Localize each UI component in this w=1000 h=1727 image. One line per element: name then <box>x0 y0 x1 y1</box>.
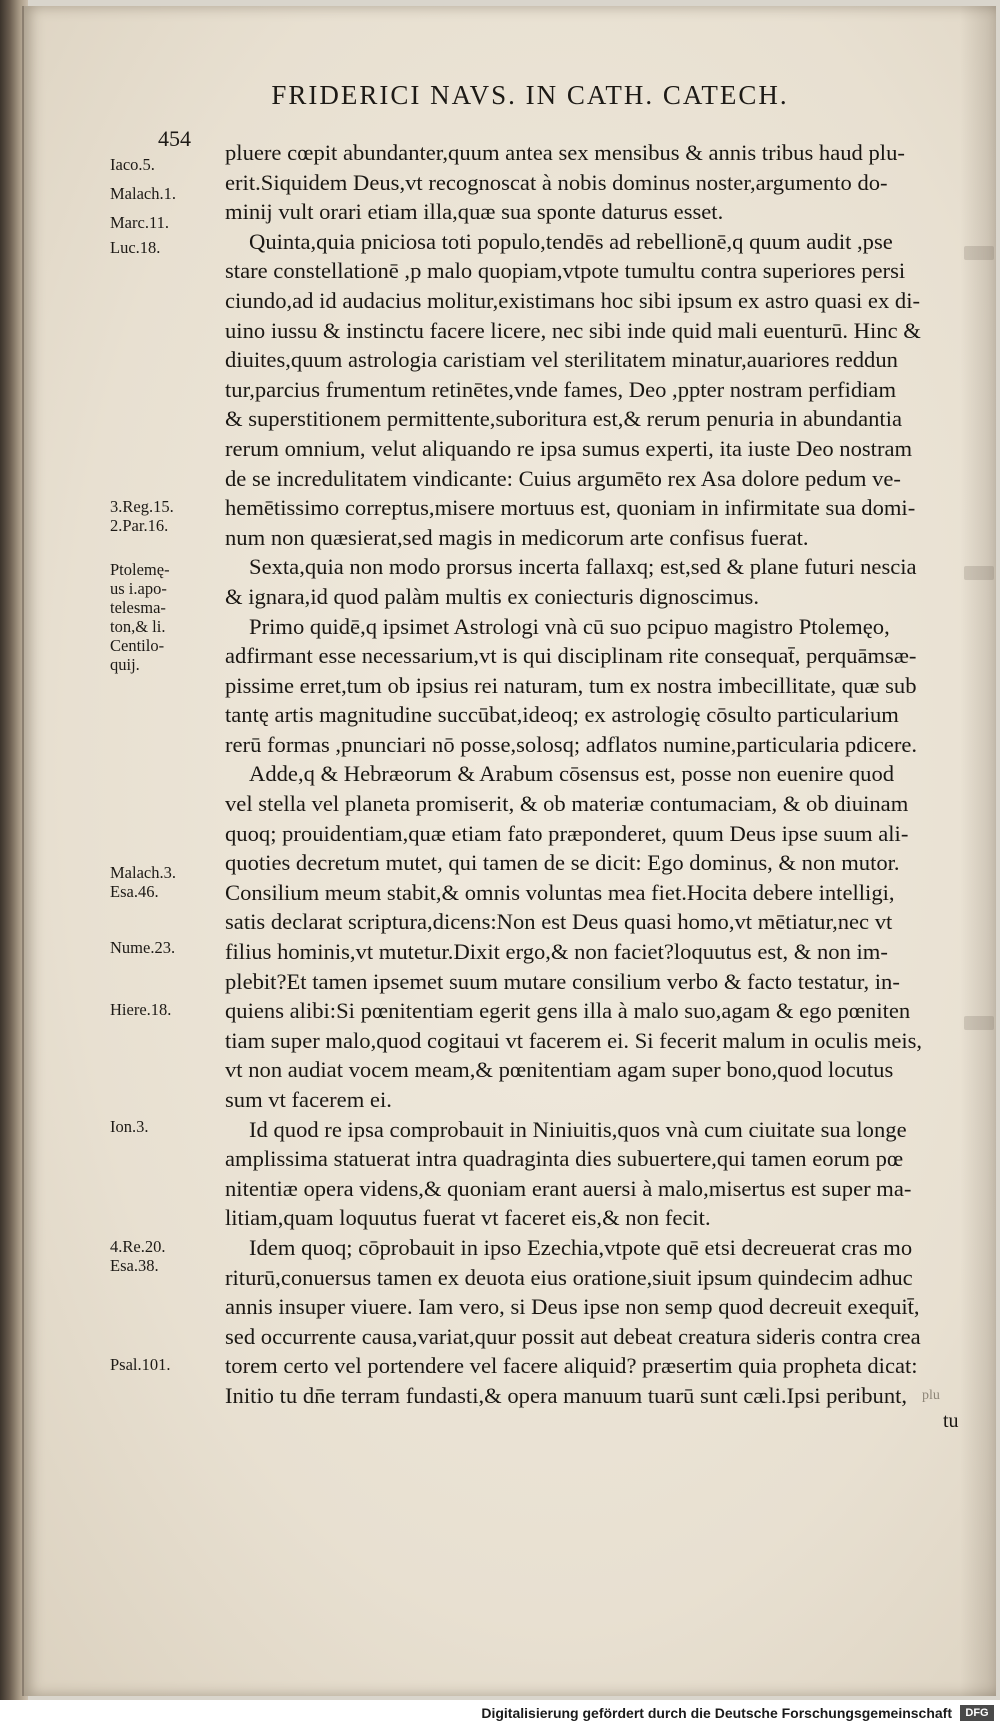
text-line: Id quod re ipsa comprobauit in Niniuitis,quos vnà cum ciuitate sua longe <box>249 1116 907 1142</box>
text-line: annis insuper viuere. Iam vero, si Deus ipse non semp quod decreuit exequit̄, <box>225 1294 920 1320</box>
margin-note: Psal.101. <box>110 1355 171 1374</box>
text-line: riturū,conuersus tamen ex deuota eius oratione,siuit ipsum quindecim adhuc <box>225 1264 913 1290</box>
text-line: erit.Siquidem Deus,vt recognoscat à nobis dominus noster,argumento do- <box>225 169 888 195</box>
margin-note: 3.Reg.15. 2.Par.16. <box>110 497 174 535</box>
text-line: adfirmant esse necessarium,vt is qui disciplinam rite consequat̄, perquāmsæ- <box>225 643 917 669</box>
text-line: & ignara,id quod palàm multis ex coniecturis dignoscimus. <box>225 583 759 609</box>
text-line: Adde,q & Hebræorum & Arabum cōsensus est, posse non euenire quod <box>249 761 895 787</box>
show-through-text: plu <box>922 1388 940 1403</box>
margin-note: Marc.11. <box>110 213 169 232</box>
text-line: uino iussu & instinctu facere licere, nec sibi inde quid mali euenturū. Hinc & <box>225 317 921 343</box>
text-line: vel stella vel planeta promiserit, & ob materiæ contumaciam, & ob diuinam <box>225 791 909 817</box>
margin-note: Iaco.5. <box>110 155 155 174</box>
body-text <box>225 138 965 1411</box>
text-line: quoties decretum mutet, qui tamen de se dicit: Ego dominus, & non mutor. <box>225 850 900 876</box>
margin-note: Ion.3. <box>110 1117 149 1136</box>
text-line: Primo quidē,q ipsimet Astrologi vnà cū suo pcipuo magistro Ptolemęo, <box>249 613 890 639</box>
text-line: rerū formas ,pnunciari nō posse,solosq; adflatos numine,particularia pdicere. <box>225 731 918 757</box>
text-line: litiam,quam loquutus fuerat vt faceret eis,& non fecit. <box>225 1205 711 1231</box>
text-line: Consilium meum stabit,& omnis voluntas mea fiet.Hocita debere intelligi, <box>225 879 895 905</box>
text-line: quiens alibi:Si pœnitentiam egerit gens illa à malo suo,agam & ego pœniten <box>225 998 911 1024</box>
text-line: quoq; prouidentiam,quæ etiam fato præponderet, quum Deus ipse suum ali- <box>225 820 909 846</box>
margin-note: Malach.1. <box>110 184 176 203</box>
text-line: pluere cœpit abundanter,quum antea sex mensibus & annis tribus haud plu- <box>225 140 905 165</box>
text-line: rerum omnium, velut aliquando re ipsa sumus experti, ita iuste Deo nostram <box>225 435 913 461</box>
text-line: nitentiæ opera videns,& quoniam erant auersi à malo,misertus est super ma- <box>225 1175 912 1201</box>
text-line: sum vt facerem ei. <box>225 1087 392 1112</box>
margin-note: Luc.18. <box>110 238 161 257</box>
running-head: FRIDERICI NAVS. IN CATH. CATECH. <box>271 80 789 110</box>
text-line: tur,parcius frumentum retinētes,vnde fames, Deo ,ppter nostram perfidiam <box>225 376 897 402</box>
margin-note: Nume.23. <box>110 938 176 957</box>
dfg-logo: DFG <box>960 1705 994 1721</box>
text-line: pissime erret,tum ob ipsius rei naturam, tum ex nostra imbecillitate, quæ sub <box>225 672 917 698</box>
text-line: & superstitionem permittente,suboritura est,& rerum penuria in abundantia <box>225 406 903 432</box>
catchword: tu <box>943 1410 959 1432</box>
show-through-mark <box>964 1016 994 1030</box>
text-line: Quinta,quia pniciosa toti populo,tendēs ad rebellionē,q quum audit ,pse <box>249 228 893 254</box>
text-line: hemētissimo correptus,misere mortuus est, quoniam in infirmitate sua domi- <box>225 495 916 521</box>
text-line: ciundo,ad id audacius molitur,existimans hoc sibi ipsum ex astro quasi ex di- <box>225 287 920 313</box>
show-through-mark <box>964 566 994 580</box>
text-line: stare constellationē ,p malo quopiam,vtpote tumultu contra superiores persi <box>225 258 906 284</box>
footer-bar <box>0 1700 1000 1727</box>
text-line: tantę artis magnitudine succūbat,ideoq; ex astrologię cōsulto particularium <box>225 702 899 728</box>
text-line: satis declarat scriptura,dicens:Non est Deus quasi homo,vt mētiatur,nec vt <box>225 909 893 935</box>
show-through-mark <box>964 246 994 260</box>
text-line: Idem quoq; cōprobauit in ipso Ezechia,vtpote quē etsi decreuerat cras mo <box>249 1234 913 1260</box>
margin-note: Hiere.18. <box>110 1000 172 1019</box>
text-line: num non quæsierat,sed magis in medicorum arte confisus fuerat. <box>225 524 809 550</box>
text-line: plebit?Et tamen ipsemet suum mutare consilium verbo & facto testatur, in- <box>225 968 900 994</box>
margin-note: 4.Re.20. Esa.38. <box>110 1237 166 1275</box>
text-line: sed occurrente causa,variat,quur possit aut debeat creatura sideris contra crea <box>225 1323 921 1349</box>
text-line: tiam super malo,quod cogitaui vt facerem ei. Si fecerit malum in oculis meis, <box>225 1027 923 1053</box>
text-line: Sexta,quia non modo prorsus incerta fallaxq; est,sed & plane futuri nescia <box>249 554 917 580</box>
text-line: diuites,quum astrologia caristiam vel sterilitatem minatur,auariores reddun <box>225 347 898 373</box>
text-line: filius hominis,vt mutetur.Dixit ergo,& non faciet?loquutus est, & non im- <box>225 939 888 965</box>
margin-note: Ptolemę- us i.apo- telesma- ton,& li. Centilo- quij. <box>110 560 170 674</box>
text-line: amplissima statuerat intra quadraginta dies subuertere,qui tamen eorum pœ <box>225 1146 904 1172</box>
funding-credit: Digitalisierung gefördert durch die Deutsche Forschungsgemeinschaft <box>481 1705 952 1721</box>
text-line: Initio tu dn̄e terram fundasti,& opera manuum tuarū sunt cæli.Ipsi peribunt, <box>225 1382 908 1408</box>
page-number: 454 <box>158 126 191 151</box>
margin-note: Malach.3. Esa.46. <box>110 863 176 901</box>
text-line: de se incredulitatem vindicante: Cuius argumēto rex Asa dolore pedum ve- <box>225 465 901 491</box>
text-line: vt non audiat vocem meam,& pœnitentiam agam super bono,quod locutus <box>225 1057 894 1083</box>
text-line: minij vult orari etiam illa,quæ sua sponte daturus esset. <box>225 199 724 225</box>
text-line: torem certo vel portendere vel facere aliquid? præsertim quia propheta dicat: <box>225 1353 918 1379</box>
